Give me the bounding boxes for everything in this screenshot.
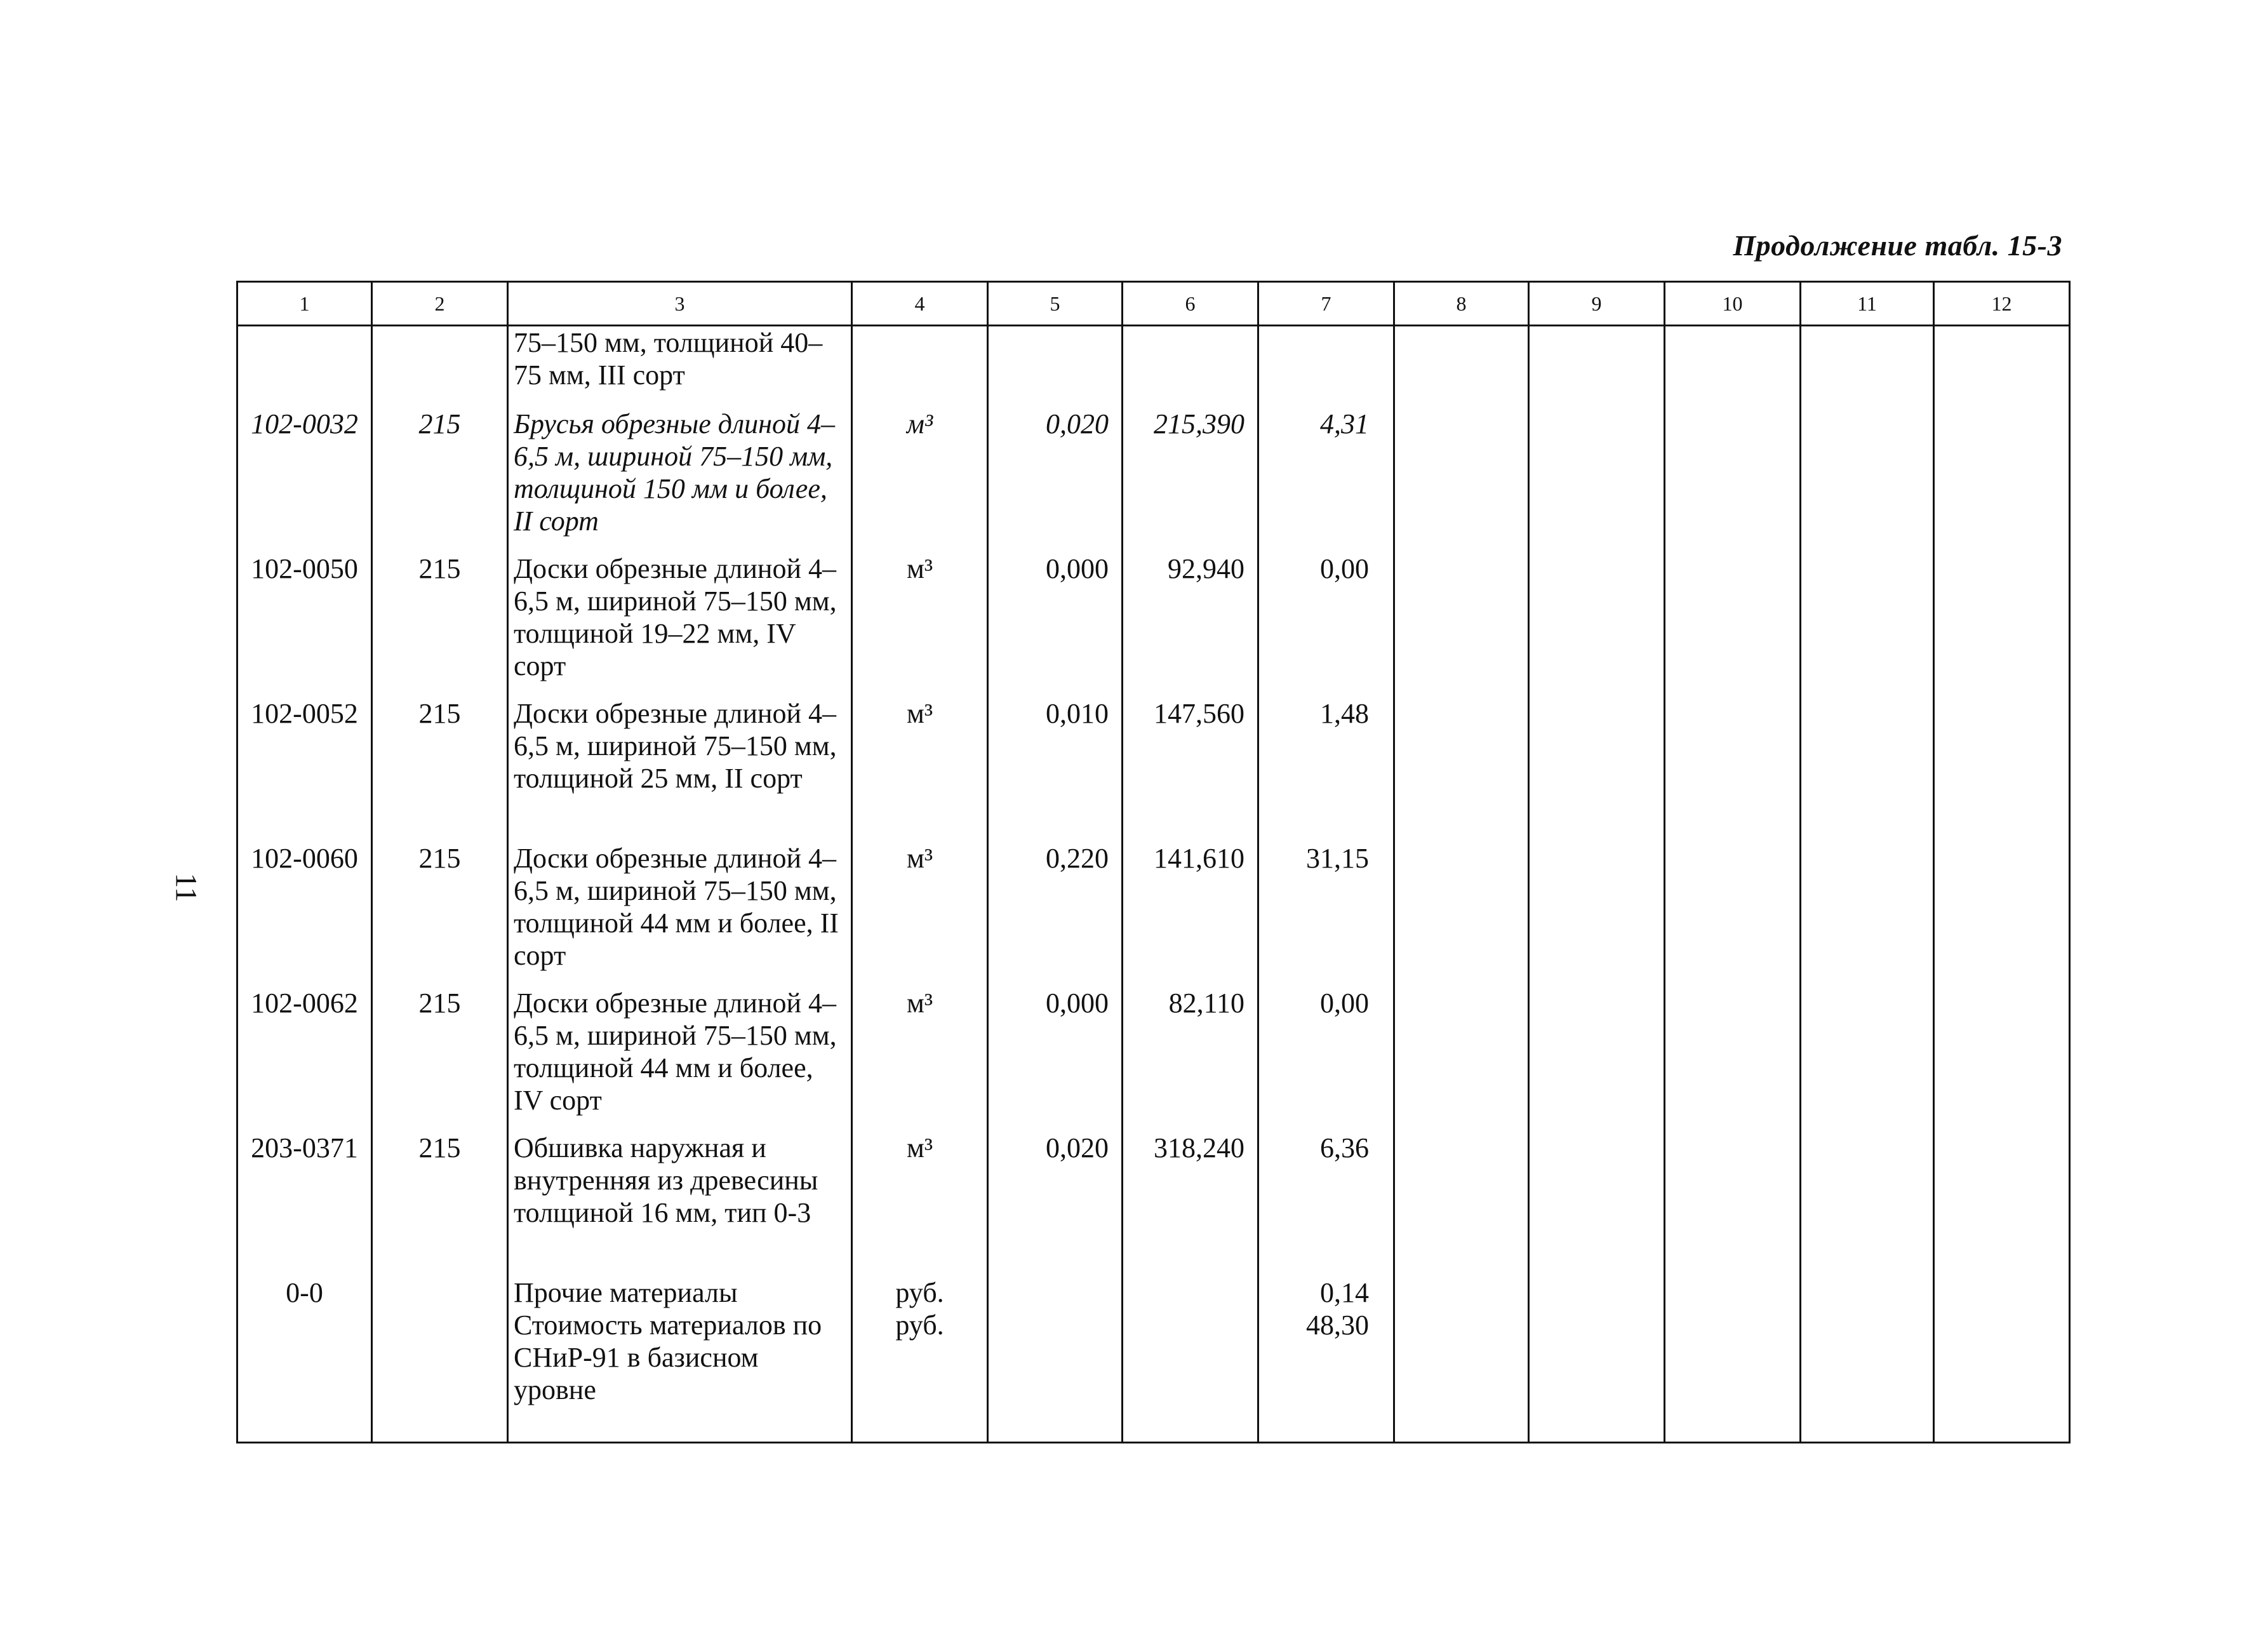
group-cell: 215 bbox=[372, 842, 508, 987]
code-cell: 203-0371 bbox=[237, 1132, 372, 1276]
column-header: 2 bbox=[372, 282, 508, 326]
unit-cell: м³ bbox=[852, 552, 988, 697]
total-cell bbox=[1258, 1276, 1394, 1443]
table-caption: Продолжение табл. 15-3 bbox=[1733, 229, 2062, 262]
page-number: 11 bbox=[169, 873, 203, 902]
estimate-table bbox=[236, 281, 2071, 1443]
column-header: 12 bbox=[1934, 282, 2070, 326]
description-cell: Доски обрезные длиной 4–6,5 м, шириной 75–150 мм, толщиной 44 мм и более, IV сорт bbox=[508, 987, 852, 1132]
total-cell: 0,00 bbox=[1258, 987, 1394, 1132]
group-cell: 215 bbox=[372, 697, 508, 842]
total-cell: 0,00 bbox=[1258, 552, 1394, 697]
column-header: 10 bbox=[1665, 282, 1801, 326]
unit-cell: м³ bbox=[852, 697, 988, 842]
header-row bbox=[237, 282, 2070, 326]
group-cell: 215 bbox=[372, 1132, 508, 1276]
description-cell: Обшивка наружная и внутренняя из древесины толщиной 16 мм, тип 0-3 bbox=[508, 1132, 852, 1276]
qty-cell: 0,020 bbox=[988, 408, 1123, 552]
unit-value: руб. bbox=[895, 1309, 944, 1341]
table-row bbox=[237, 1132, 2070, 1276]
column-header: 1 bbox=[237, 282, 372, 326]
total-cell: 4,31 bbox=[1258, 408, 1394, 552]
column-header: 4 bbox=[852, 282, 988, 326]
qty-cell: 0,220 bbox=[988, 842, 1123, 987]
column-header: 3 bbox=[508, 282, 852, 326]
description-cell: Доски обрезные длиной 4–6,5 м, шириной 75–150 мм, толщиной 44 мм и более, II сорт bbox=[508, 842, 852, 987]
continued-description: 75–150 мм, толщиной 40–75 мм, III сорт bbox=[508, 326, 852, 408]
code-cell: 0-0 bbox=[237, 1276, 372, 1443]
qty-cell: 0,000 bbox=[988, 987, 1123, 1132]
column-header: 11 bbox=[1801, 282, 1934, 326]
code-cell: 102-0050 bbox=[237, 552, 372, 697]
table-row bbox=[237, 842, 2070, 987]
price-cell: 215,390 bbox=[1123, 408, 1258, 552]
price-cell: 92,940 bbox=[1123, 552, 1258, 697]
table-row bbox=[237, 1276, 2070, 1443]
group-cell: 215 bbox=[372, 408, 508, 552]
column-header: 8 bbox=[1394, 282, 1529, 326]
price-cell: 147,560 bbox=[1123, 697, 1258, 842]
qty-cell: 0,020 bbox=[988, 1132, 1123, 1276]
description-cell bbox=[508, 1276, 852, 1443]
total-value: 0,14 bbox=[1320, 1277, 1369, 1308]
qty-cell: 0,010 bbox=[988, 697, 1123, 842]
materials-cost-label: Стоимость материалов по СНиР-91 в базисном уровне bbox=[514, 1309, 822, 1405]
table-row bbox=[237, 408, 2070, 552]
unit-cell: м³ bbox=[852, 1132, 988, 1276]
total-cell: 1,48 bbox=[1258, 697, 1394, 842]
group-cell: 215 bbox=[372, 552, 508, 697]
table-row bbox=[237, 552, 2070, 697]
code-cell: 102-0052 bbox=[237, 697, 372, 842]
price-cell: 82,110 bbox=[1123, 987, 1258, 1132]
total-cell: 6,36 bbox=[1258, 1132, 1394, 1276]
column-header: 5 bbox=[988, 282, 1123, 326]
table-row bbox=[237, 987, 2070, 1132]
column-header: 7 bbox=[1258, 282, 1394, 326]
price-cell: 318,240 bbox=[1123, 1132, 1258, 1276]
unit-cell bbox=[852, 1276, 988, 1443]
column-header: 6 bbox=[1123, 282, 1258, 326]
table-row bbox=[237, 697, 2070, 842]
code-cell: 102-0060 bbox=[237, 842, 372, 987]
unit-cell: м³ bbox=[852, 408, 988, 552]
unit-cell: м³ bbox=[852, 842, 988, 987]
qty-cell: 0,000 bbox=[988, 552, 1123, 697]
description-cell: Брусья обрезные длиной 4–6,5 м, шириной 75–150 мм, толщиной 150 мм и более, II сорт bbox=[508, 408, 852, 552]
other-materials-label: Прочие материалы bbox=[514, 1277, 738, 1308]
description-cell: Доски обрезные длиной 4–6,5 м, шириной 75–150 мм, толщиной 19–22 мм, IV сорт bbox=[508, 552, 852, 697]
price-cell: 141,610 bbox=[1123, 842, 1258, 987]
column-header: 9 bbox=[1529, 282, 1665, 326]
unit-cell: м³ bbox=[852, 987, 988, 1132]
group-cell: 215 bbox=[372, 987, 508, 1132]
total-value: 48,30 bbox=[1306, 1309, 1369, 1341]
description-cell: Доски обрезные длиной 4–6,5 м, шириной 75–150 мм, толщиной 25 мм, II сорт bbox=[508, 697, 852, 842]
code-cell: 102-0062 bbox=[237, 987, 372, 1132]
continued-row bbox=[237, 326, 2070, 408]
unit-value: руб. bbox=[895, 1277, 944, 1308]
code-cell: 102-0032 bbox=[237, 408, 372, 552]
total-cell: 31,15 bbox=[1258, 842, 1394, 987]
